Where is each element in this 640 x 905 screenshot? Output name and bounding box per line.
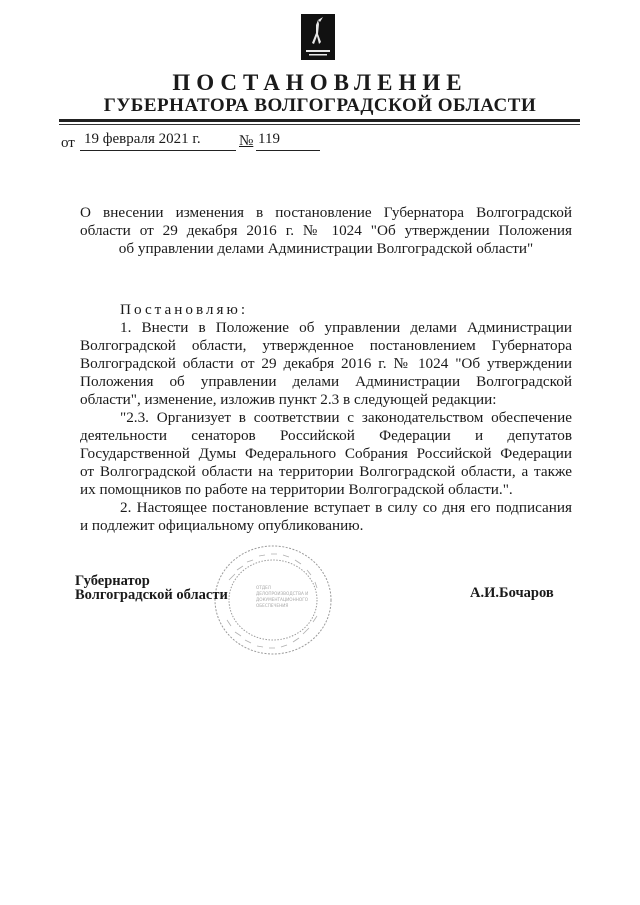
document-subtitle: ГУБЕРНАТОРА ВОЛГОГРАДСКОЙ ОБЛАСТИ (103, 95, 537, 116)
svg-text:ДЕЛОПРОИЗВОДСТВА И: ДЕЛОПРОИЗВОДСТВА И (256, 591, 309, 596)
body-line: "2.3. Организует в соответствии с законодательством обеспечение (120, 409, 572, 426)
coat-of-arms-emblem (301, 14, 335, 60)
date-prefix: от (61, 135, 75, 151)
body-line: 1. Внести в Положение об управлении делами Администрации (120, 319, 572, 336)
body-line: Положения об управлении делами Администрации Волгоградской (80, 373, 572, 390)
subject-line: области от 29 декабря 2016 г. № 1024 "Об утверждении Положения (80, 223, 572, 239)
signer-position-line1: Губернатор (75, 573, 150, 589)
resolve-text: Постановляю: (120, 301, 249, 318)
document-subject (80, 205, 572, 259)
subject-line: О внесении изменения в постановление Губернатора Волгоградской (80, 205, 572, 221)
body-line: от Волгоградской области на территории Волгоградской области, а также (80, 463, 572, 480)
signer-position-line2: Волгоградской области (75, 587, 228, 603)
subject-line: об управлении делами Администрации Волгоградской области" (118, 241, 534, 257)
document-number: 119 (256, 130, 320, 151)
body-line: Волгоградской области, утвержденное постановлением Губернатора (80, 337, 572, 354)
signer-name: А.И.Бочаров (470, 585, 554, 601)
body-line: области", изменение, изложив пункт 2.3 в следующей редакции: (80, 391, 497, 408)
document-body (80, 301, 572, 535)
body-line: Волгоградской области от 29 декабря 2016 г. № 1024 "Об утверждении (80, 355, 572, 372)
body-line: деятельности сенаторов Российской Федерации и депутатов (80, 427, 572, 444)
svg-text:ОБЕСПЕЧЕНИЯ: ОБЕСПЕЧЕНИЯ (256, 603, 289, 608)
body-line: 2. Настоящее постановление вступает в силу со дня его подписания (120, 499, 572, 516)
number-label: № (239, 133, 254, 149)
official-stamp (209, 540, 337, 660)
document-title: ПОСТАНОВЛЕНИЕ (172, 70, 468, 95)
body-line: Государственной Думы Федерального Собрания Российской Федерации (80, 445, 572, 462)
header-rule-thin (59, 124, 580, 125)
svg-text:ОТДЕЛ: ОТДЕЛ (256, 585, 271, 590)
header-rule-thick (59, 119, 580, 122)
body-line: и подлежит официальному опубликованию. (80, 517, 364, 534)
body-line: их помощников по работе на территории Волгоградской области.". (80, 481, 513, 498)
svg-text:ДОКУМЕНТАЦИОННОГО: ДОКУМЕНТАЦИОННОГО (256, 597, 309, 602)
document-date: 19 февраля 2021 г. (80, 130, 236, 151)
